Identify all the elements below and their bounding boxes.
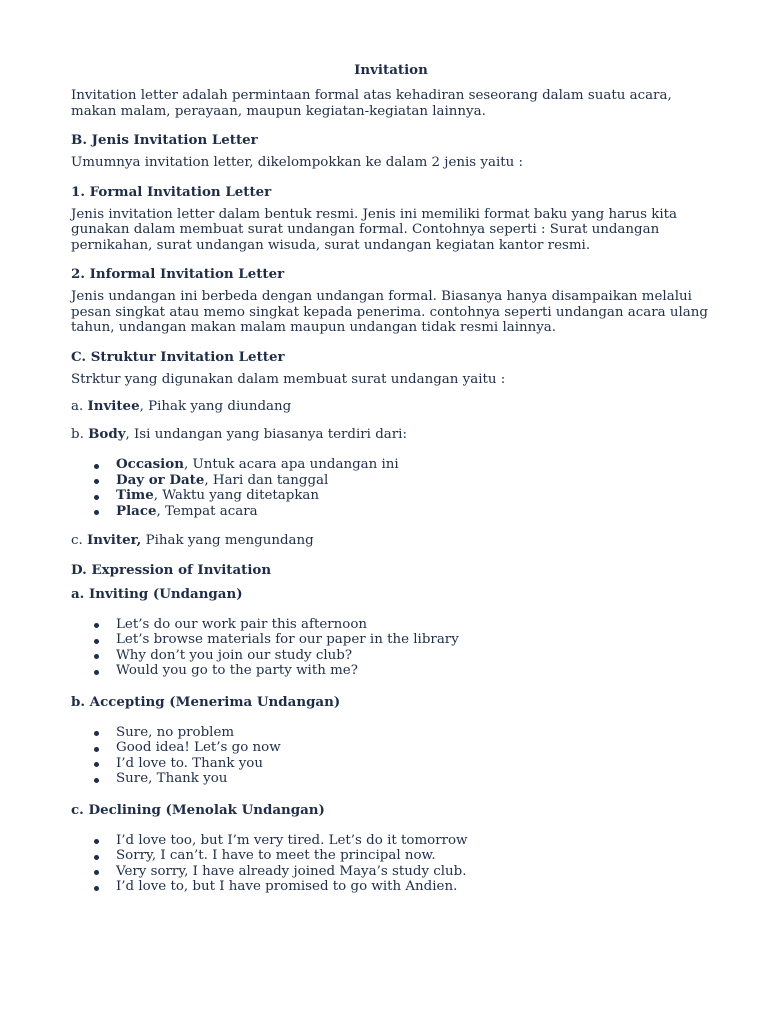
inviting-list: [71, 617, 711, 679]
declining-heading: c. Declining (Menolak Undangan): [71, 801, 325, 818]
list-item: Let’s do our work pair this afternoon: [71, 617, 711, 633]
page-title: Invitation: [354, 62, 428, 78]
body-items-list: [71, 457, 711, 519]
inviter-term: Inviter,: [87, 532, 142, 548]
item-term: Occasion: [116, 456, 184, 472]
list-item: Would you go to the party with me?: [71, 663, 711, 679]
invitee-term: Invitee: [87, 398, 140, 414]
body-desc: , Isi undangan yang biasanya terdiri dari:: [125, 426, 407, 442]
informal-heading: 2. Informal Invitation Letter: [71, 266, 285, 282]
invitee-prefix: a.: [71, 399, 88, 414]
accepting-heading: b. Accepting (Menerima Undangan): [71, 693, 341, 710]
list-item: [71, 504, 711, 520]
section-c-text: Strktur yang digunakan dalam membuat surat undangan yaitu :: [71, 371, 506, 387]
list-item: Sure, Thank you: [71, 771, 711, 787]
item-term: Time: [116, 487, 154, 503]
item-term: Day or Date: [116, 471, 205, 488]
invitee-line: [71, 399, 711, 415]
formal-heading: 1. Formal Invitation Letter: [71, 183, 272, 200]
list-item: Sorry, I can’t. I have to meet the principal now.: [71, 848, 711, 864]
body-prefix: b.: [71, 426, 89, 442]
item-desc: , Waktu yang ditetapkan: [153, 488, 320, 503]
section-d-heading: D. Expression of Invitation: [71, 561, 272, 578]
list-item: [71, 457, 711, 473]
item-term: Place: [116, 502, 157, 519]
informal-text: Jenis undangan ini berbeda dengan undangan formal. Biasanya hanya disampaikan melalui pesan singkat atau memo singkat kepada penerima. contohnya seperti undangan acara ulang tahun, undangan makan malam maupun undangan tidak resmi lainnya.: [71, 289, 708, 335]
list-item: [71, 473, 711, 489]
declining-list: [71, 833, 711, 895]
item-desc: , Tempat acara: [156, 503, 258, 519]
inviter-line: [71, 533, 711, 549]
list-item: Sure, no problem: [71, 725, 711, 741]
list-item: Very sorry, I have already joined Maya’s study club.: [71, 864, 711, 880]
section-b-heading: B. Jenis Invitation Letter: [71, 132, 258, 148]
list-item: I’d love to, but I have promised to go with Andien.: [71, 879, 711, 895]
inviting-heading: a. Inviting (Undangan): [71, 585, 243, 602]
list-item: Why don’t you join our study club?: [71, 648, 711, 664]
body-line: [71, 427, 711, 443]
section-c-heading: C. Struktur Invitation Letter: [71, 348, 285, 365]
list-item: Good idea! Let’s go now: [71, 740, 711, 756]
inviter-desc: Pihak yang mengundang: [141, 533, 314, 548]
body-term: Body: [88, 425, 126, 442]
invitee-desc: , Pihak yang diundang: [139, 399, 292, 414]
list-item: Let’s browse materials for our paper in the library: [71, 632, 711, 648]
document-content: [71, 60, 711, 909]
list-item: [71, 488, 711, 504]
accepting-list: [71, 725, 711, 787]
section-b-text: Umumnya invitation letter, dikelompokkan ke dalam 2 jenis yaitu :: [71, 155, 524, 170]
item-desc: , Untuk acara apa undangan ini: [183, 457, 399, 472]
intro-paragraph: Invitation letter adalah permintaan formal atas kehadiran seseorang dalam suatu acara, makan malam, perayaan, maupun kegiatan-kegiatan lainnya.: [71, 88, 672, 119]
list-item: I’d love to. Thank you: [71, 756, 711, 772]
item-desc: , Hari dan tanggal: [204, 472, 329, 488]
list-item: I’d love too, but I’m very tired. Let’s do it tomorrow: [71, 833, 711, 849]
inviter-prefix: c.: [71, 533, 88, 548]
formal-text: Jenis invitation letter dalam bentuk resmi. Jenis ini memiliki format baku yang harus kita gunakan dalam membuat surat undangan formal. Contohnya seperti : Surat undangan pernikahan, surat undangan wisuda, surat undangan kegiatan kantor resmi.: [71, 206, 677, 253]
